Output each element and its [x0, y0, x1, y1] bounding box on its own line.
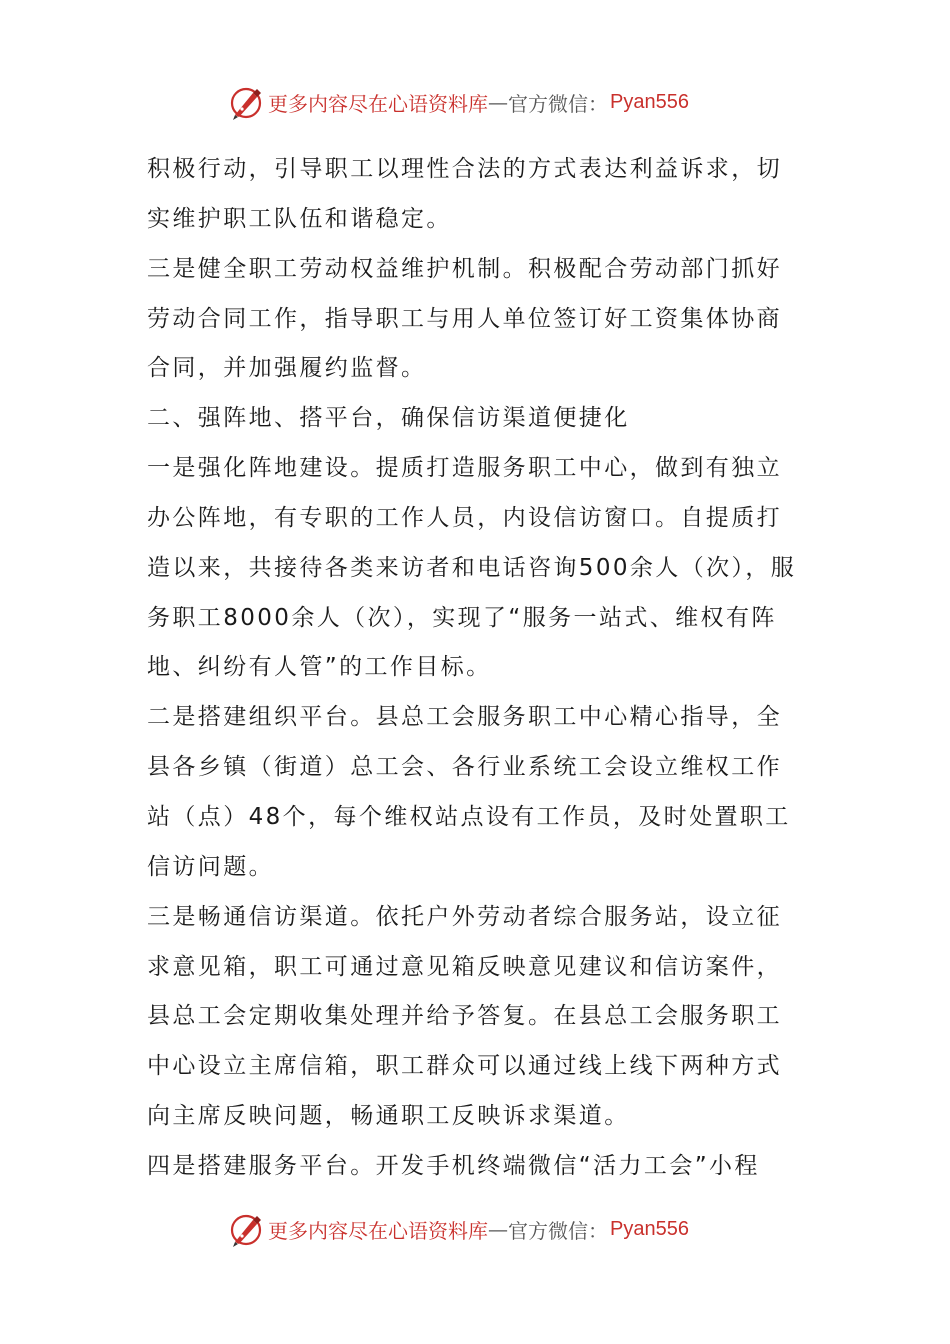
header-banner-text: 更多内容尽在心语资料库: [268, 91, 488, 116]
text-line: 实维护职工队伍和谐稳定。: [147, 205, 452, 232]
section-heading: 二、强阵地、搭平台，确保信访渠道便捷化: [147, 405, 630, 432]
text-line: 站（点）48个，每个维权站点设有工作员，及时处置职工: [147, 803, 791, 830]
text-line: 向主席反映问题，畅通职工反映诉求渠道。: [147, 1103, 630, 1130]
text-line: 务职工8000余人（次），实现了“服务一站式、维权有阵: [147, 604, 777, 631]
text-line: 造以来，共接待各类来访者和电话咨询500余人（次），服: [147, 554, 797, 581]
body-text: [147, 145, 807, 1192]
text-line: 三是畅通信访渠道。依托户外劳动者综合服务站，设立征: [147, 903, 782, 930]
pen-nib-logo-icon: [226, 1209, 266, 1249]
text-line: 一是强化阵地建设。提质打造服务职工中心，做到有独立: [147, 455, 782, 482]
text-line: 求意见箱，职工可通过意见箱反映意见建议和信访案件，: [147, 953, 782, 980]
text-line: 办公阵地，有专职的工作人员，内设信访窗口。自提质打: [147, 504, 782, 531]
footer-banner-label: 官方微信：: [508, 1218, 608, 1243]
text-line: 县总工会定期收集处理并给予答复。在县总工会服务职工: [147, 1003, 782, 1030]
header-banner-separator: —: [488, 90, 508, 114]
footer-banner-text: 更多内容尽在心语资料库: [268, 1218, 488, 1243]
text-line: 四是搭建服务平台。开发手机终端微信“活力工会”小程: [147, 1152, 760, 1179]
footer-banner-wechat-id: Pyan556: [610, 1217, 689, 1240]
text-line: 信访问题。: [147, 853, 274, 880]
header-banner-wechat-id: Pyan556: [610, 90, 689, 113]
header-banner: [226, 82, 746, 122]
text-line: 二是搭建组织平台。县总工会服务职工中心精心指导，全: [147, 704, 782, 731]
pen-nib-logo-icon: [226, 82, 266, 122]
footer-banner-separator: —: [488, 1217, 508, 1241]
header-banner-label: 官方微信：: [508, 91, 608, 116]
text-line: 合同，并加强履约监督。: [147, 355, 427, 382]
text-line: 地、纠纷有人管”的工作目标。: [147, 654, 492, 681]
text-line: 三是健全职工劳动权益维护机制。积极配合劳动部门抓好: [147, 255, 782, 282]
text-line: 中心设立主席信箱，职工群众可以通过线上线下两种方式: [147, 1053, 782, 1080]
text-line: 县各乡镇（街道）总工会、各行业系统工会设立维权工作: [147, 754, 782, 781]
text-line: 劳动合同工作，指导职工与用人单位签订好工资集体协商: [147, 305, 782, 332]
text-line: 积极行动，引导职工以理性合法的方式表达利益诉求，切: [147, 156, 782, 182]
footer-banner: [226, 1209, 746, 1249]
